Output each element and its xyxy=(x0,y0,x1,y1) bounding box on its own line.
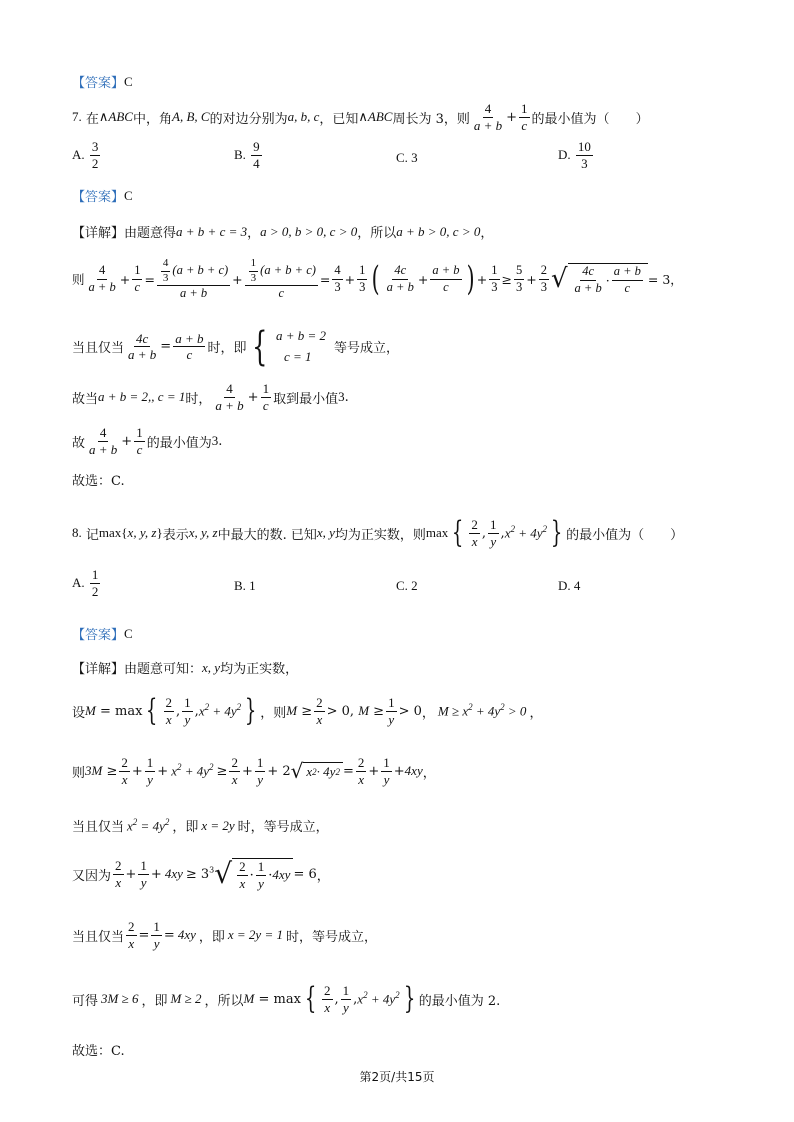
q7-option-b xyxy=(234,140,264,170)
q6-answer xyxy=(72,72,133,91)
text: 又因为 xyxy=(72,868,112,884)
math: ABC xyxy=(108,109,133,125)
text: 则 xyxy=(72,272,85,288)
q7-detail-4: 故当 a + b = 2,, c = 1 时， $\frac{4}{a + b}$ + $\frac{1}{c}$ 取到最小值 3 . xyxy=(72,381,349,413)
q8-option-d xyxy=(558,578,580,594)
text: 由题意可知： xyxy=(124,662,203,677)
q8-detail-4: 当且仅当 $x^2 = 4y^2$ ，即 x = 2y 时，等号成立， xyxy=(72,816,329,835)
math: a + b > 0, c > 0 xyxy=(396,223,481,239)
text: 记 xyxy=(85,527,99,543)
text: 当且仅当 xyxy=(72,929,125,945)
text: 的对边分别为 xyxy=(209,111,288,127)
q8-detail-5: 又因为 $\frac{2}{x}$ + $\frac{1}{y}$ + 4xy ≥ 3 $^3$√ $\frac{2}{x}$ · $\frac{1}{y}$ · 4xy = 6 ， xyxy=(72,857,330,891)
text: ， xyxy=(421,705,435,721)
math: 3M ≥ 6 xyxy=(101,991,139,1007)
q8-stem: 8. 记 max { x, y, z } 表示 x, y, z 中最大的数. 已知 x, y 均为正实数，则 max { $\frac{2}{x}$ , $\frac{1}{y}$ , $x^2 + 4y^2$ } 的最小值为（ ） xyxy=(72,515,684,551)
text: ，所以 xyxy=(357,226,397,241)
math: a, b, c xyxy=(287,109,320,125)
q7-detail-1 xyxy=(72,222,493,241)
equation-system xyxy=(276,326,326,368)
option-label: A. xyxy=(72,575,85,591)
text: ，则 xyxy=(260,705,287,721)
text: 的最小值为（ xyxy=(531,111,610,127)
math: x, y, z xyxy=(188,525,218,541)
text: 当且仅当 xyxy=(72,820,125,835)
text: . xyxy=(344,389,349,405)
option-label: B. xyxy=(234,147,246,163)
detail-label: 【详解】 xyxy=(72,226,125,241)
numerator: 10 xyxy=(577,139,591,154)
math: M ≥ 2 xyxy=(170,991,202,1007)
q8-answer xyxy=(72,624,133,643)
text: 的最小值为（ xyxy=(566,527,645,543)
text: 等号成立， xyxy=(334,341,400,357)
math: x, y xyxy=(316,525,335,541)
page-footer: 第2页/共15页 xyxy=(359,1070,435,1084)
option-text: D. 4 xyxy=(558,578,581,593)
text: 取到最小值 xyxy=(273,391,339,407)
math: x = 2y = 1 xyxy=(227,927,283,943)
text: 设 xyxy=(72,705,86,721)
text: 表示 xyxy=(162,527,189,543)
text: 故选：C. xyxy=(72,1044,125,1059)
text: 故当 xyxy=(72,391,99,407)
option-label: A. xyxy=(72,147,85,163)
numerator: 9 xyxy=(253,139,260,154)
text: 由题意得 xyxy=(124,226,177,241)
text: ， xyxy=(422,765,436,781)
math: ABC xyxy=(367,109,393,125)
text: 周长为 3，则 xyxy=(392,111,470,127)
math: 3 xyxy=(211,433,219,449)
text: . xyxy=(218,433,223,449)
option-text: B. 1 xyxy=(234,578,256,593)
math: 3 xyxy=(338,389,345,405)
q8-detail-3: 则 3M ≥ $\frac{2}{x}$ + $\frac{1}{y}$ + $x^2 + 4y^2$ ≥ $\frac{2}{x}$ + $\frac{1}{y}$ + 2 √ x 2 · 4y 2 = $\frac{2}{x}$ + $\frac{1}{y}$ + 4xy ， xyxy=(72,755,436,787)
text: 的最小值为 2. xyxy=(418,993,501,1009)
q7-option-c xyxy=(396,150,418,166)
q7-detail-3: 当且仅当 $\frac{4c}{a + b}$ = $\frac{a + b}{c}$ 时，即 { a + b = 2 c = 1 等号成立， xyxy=(72,323,400,370)
text: 在 xyxy=(85,111,99,127)
numerator: 1 xyxy=(91,567,99,582)
text: 中最大的数. 已知 xyxy=(217,527,317,543)
math: x, y xyxy=(202,659,221,675)
option-text: C. 3 xyxy=(396,150,418,165)
text: 时，即 xyxy=(207,341,247,357)
text: 故选：C. xyxy=(72,474,125,489)
text: 均为正实数， xyxy=(220,662,299,677)
q8-choose xyxy=(72,1040,125,1059)
text: 当且仅当 xyxy=(72,341,125,357)
left-brace: { xyxy=(251,323,267,370)
option-text: C. 2 xyxy=(396,578,418,593)
detail-label: 【详解】 xyxy=(72,662,125,677)
q8-option-a xyxy=(72,568,102,598)
answer-value: C xyxy=(124,73,133,89)
q8-option-c xyxy=(396,578,418,594)
equation: a + b = 2 xyxy=(275,328,326,343)
text: ， xyxy=(480,226,494,241)
question-number: 8. xyxy=(72,525,82,541)
text: 故 xyxy=(72,435,86,451)
text: ） xyxy=(670,527,684,543)
answer-value: C xyxy=(124,625,133,641)
text: ， xyxy=(316,868,330,884)
q8-detail-7: 可得 3M ≥ 6 ，即 M ≥ 2 ，所以 M = max { $\frac{2}{x}$ , $\frac{1}{y}$ , $x^2 + 4y^2$ } 的最小值为 2. xyxy=(72,981,501,1017)
text: 时，等号成立， xyxy=(285,929,377,945)
answer-label: 【答案】 xyxy=(72,76,125,91)
text: ， xyxy=(529,705,543,721)
q7-detail-5: 故 $\frac{4}{a + b}$ + $\frac{1}{c}$ 的最小值为 3 . xyxy=(72,425,223,457)
math: A, B, C xyxy=(172,109,210,125)
text: ，即 xyxy=(172,820,199,835)
answer-label: 【答案】 xyxy=(72,190,125,205)
math: x, y, z xyxy=(127,525,157,541)
triangle-symbol: ∧ xyxy=(98,109,109,125)
text: 均为正实数，则 xyxy=(334,527,426,543)
question-number: 7. xyxy=(72,109,82,125)
q8-detail-2: 设 M = max { $\frac{2}{x}$ , $\frac{1}{y}$ , $x^2 + 4y^2$ } ，则 M ≥ $\frac{2}{x}$ > 0, M ≥ $\frac{1}{y}$ > 0 ， $M \ge x^2 + 4y^2 > 0$ ， xyxy=(72,693,543,729)
text: ，即 xyxy=(141,993,168,1009)
text: 的最小值为 xyxy=(146,435,212,451)
q7-answer xyxy=(72,186,133,205)
text: ，所以 xyxy=(204,993,244,1009)
text: ， xyxy=(247,226,261,241)
text: ，即 xyxy=(198,929,225,945)
numerator: 3 xyxy=(91,139,99,154)
math: max xyxy=(98,525,122,541)
q7-option-a xyxy=(72,140,102,170)
q7-choose xyxy=(72,470,125,489)
q7-detail-2: 则 $\frac{4}{a + b}$ + $\frac{1}{c}$ = $\frac{4}{3}$ (a + b + c) a + b + $\frac{1}{3}$ (a + b + c) c = $\frac{4}{3}$ + $\frac{1}{3}$ ( $\frac{4c}{a + b}$ + $\frac{a + b}{c}$ ) + $\frac{1}{3}$ ≥ $\frac{5}{3}$ + $\frac{2}{3}$ √ $\frac{4c}{a + b}$ · $\frac{a + b}{c}$ = 3， xyxy=(72,257,683,301)
denominator: 2 xyxy=(91,155,99,171)
text: 时，等号成立， xyxy=(237,820,329,835)
q7-option-d xyxy=(558,140,595,170)
answer-label: 【答案】 xyxy=(72,628,125,643)
fraction: $\frac{1}{c}$ xyxy=(521,101,528,133)
triangle-symbol: ∧ xyxy=(358,109,368,125)
denominator: 3 xyxy=(581,155,588,171)
denominator: 2 xyxy=(91,583,99,599)
text: 时， xyxy=(185,391,212,407)
q7-stem: 7. 在 ∧ ABC 中，角 A, B, C 的对边分别为 a, b, c ，已知 ∧ ABC 周长为 3，则 $\frac{4}{a + b}$ + $\frac{1}{c}$ 的最小值为（ ） xyxy=(72,101,649,133)
denominator: 4 xyxy=(253,155,260,171)
fraction: $\frac{4}{a + b}$ xyxy=(473,101,503,133)
text: 可得 xyxy=(72,993,99,1009)
q8-option-b xyxy=(234,578,256,594)
text: ） xyxy=(635,111,649,127)
q8-detail-1 xyxy=(72,658,298,677)
text: 中，角 xyxy=(132,111,172,127)
text: 则 xyxy=(72,765,86,781)
answer-value: C xyxy=(124,187,133,203)
option-label: D. xyxy=(558,147,571,163)
math: a > 0, b > 0, c > 0 xyxy=(260,223,358,239)
math: a + b = 2,, c = 1 xyxy=(98,389,186,405)
math: x = 2y xyxy=(201,817,235,833)
math: a + b + c = 3 xyxy=(176,223,248,239)
q8-detail-6: 当且仅当 $\frac{2}{x}$ = $\frac{1}{y}$ = 4xy ，即 x = 2y = 1 时，等号成立， xyxy=(72,919,377,951)
equation: c = 1 xyxy=(283,348,312,364)
text: ，已知 xyxy=(319,111,359,127)
